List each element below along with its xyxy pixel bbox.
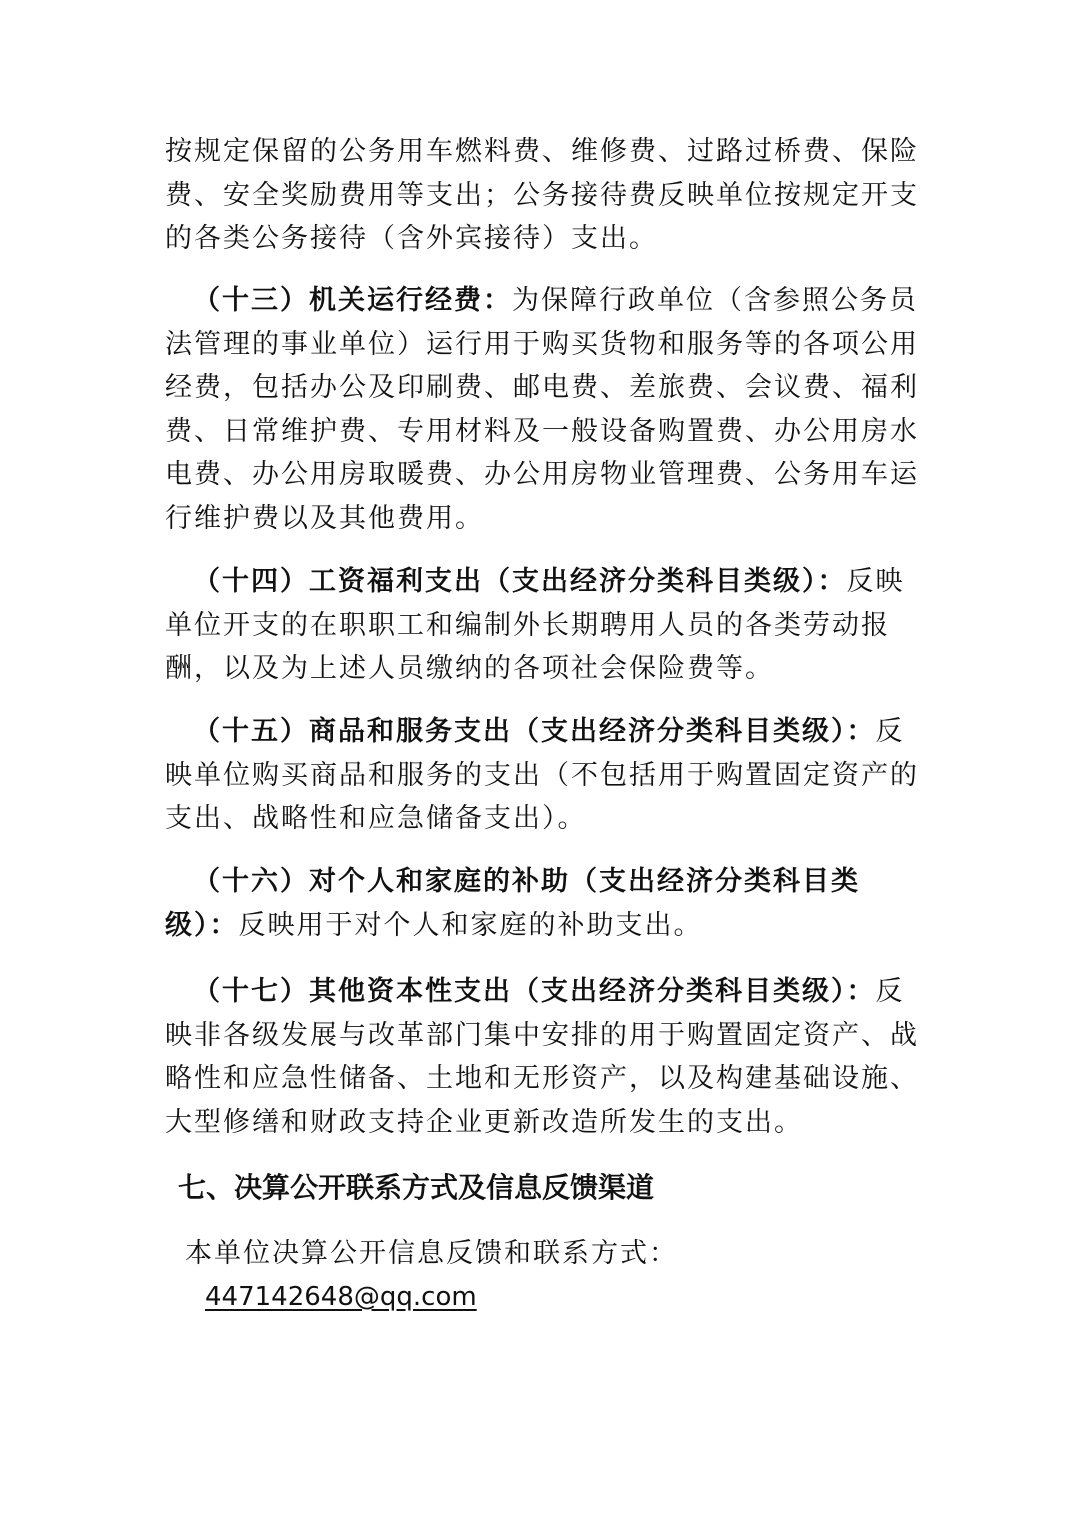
paragraph-body: 反映单位购买商品和服务的支出（不包括用于购置固定资产的支出、战略性和应急储备支出）。 [165,716,919,834]
paragraph-body: 反映用于对个人和家庭的补助支出。 [238,909,703,941]
paragraph-lead: （十六）对个人和家庭的补助（支出经济分类科目类级）： [165,866,860,941]
paragraph-body: 按规定保留的公务用车燃料费、维修费、过路过桥费、保险费、安全奖励费用等支出；公务接待费反映单位按规定开支的各类公务接待（含外宾接待）支出。 [165,136,919,254]
paragraph-lead: （十四）工资福利支出（支出经济分类科目类级）： [193,566,847,597]
paragraph-lead: （十五）商品和服务支出（支出经济分类科目类级）： [193,716,876,747]
contact-label: 本单位决算公开信息反馈和联系方式： [185,1238,678,1269]
paragraph-item-17 [165,970,925,1144]
paragraph-continuation [165,130,925,261]
paragraph-item-14 [165,560,925,691]
section-heading: 七、决算公开联系方式及信息反馈渠道 [178,1171,655,1204]
paragraph-lead: （十七）其他资本性支出（支出经济分类科目类级）： [193,976,876,1007]
paragraph-body: 反映单位开支的在职职工和编制外长期聘用人员的各类劳动报酬，以及为上述人员缴纳的各项社会保险费等。 [165,566,905,684]
paragraph-item-16 [165,860,925,947]
paragraph-body: 反映非各级发展与改革部门集中安排的用于购置固定资产、战略性和应急性储备、土地和无形资产，以及构建基础设施、大型修缮和财政支持企业更新改造所发生的支出。 [165,976,919,1138]
paragraph-item-13 [165,279,925,540]
paragraph-lead: （十三）机关运行经费： [193,285,512,316]
contact-email-link[interactable]: 447142648@qq.com [205,1282,477,1312]
paragraph-item-15 [165,710,925,841]
paragraph-body: 为保障行政单位（含参照公务员法管理的事业单位）运行用于购买货物和服务等的各项公用经费，包括办公及印刷费、邮电费、差旅费、会议费、福利费、日常维护费、专用材料及一般设备购置费、办公用房水电费、办公用房取暖费、办公用房物业管理费、公务用车运行维护费以及其他费用。 [165,285,919,534]
